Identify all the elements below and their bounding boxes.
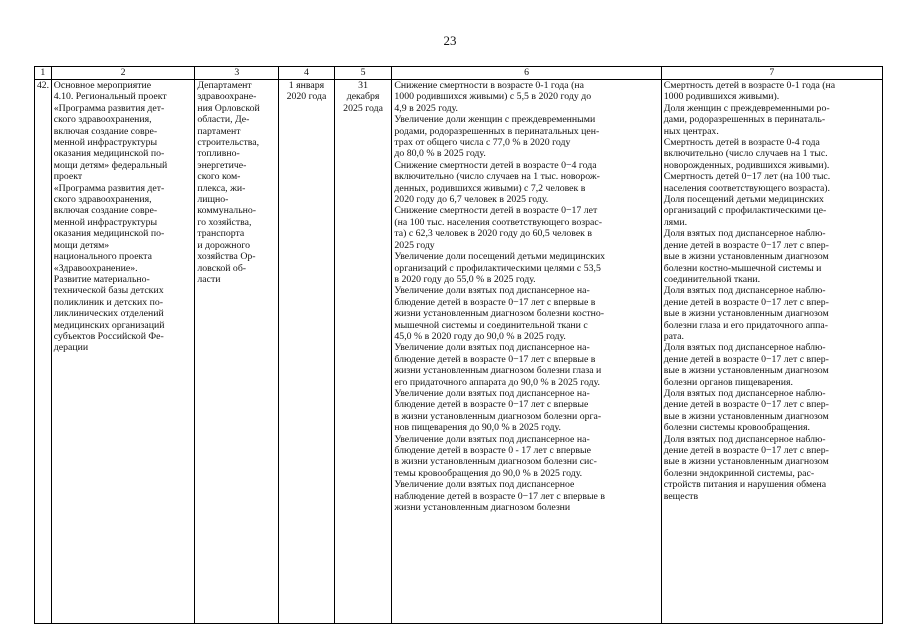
table-row (35, 80, 883, 624)
indicators-text (664, 80, 880, 502)
text-line: Увеличение доли женщин с преждевременными (394, 114, 596, 126)
text-line: лями. (663, 216, 688, 228)
text-line: и дорожного (197, 239, 251, 251)
text-line: трах от общего числа с 77,0 % в 2020 году (394, 137, 571, 149)
page-number: 23 (443, 33, 457, 48)
text-line: субъектов Российской Фе- (53, 330, 164, 342)
text-line: 1000 родившихся живыми) с 5,5 в 2020 году до (394, 91, 592, 103)
text-line: болезни глаза и его придаточного аппа- (663, 319, 829, 331)
text-line: Снижение смертности детей в возрасте 0−17 лет (394, 205, 598, 217)
text-line: та) с 62,3 человек в 2020 году до 60,5 человек в (394, 228, 593, 240)
start-date-cell (279, 80, 335, 624)
event-cell (51, 80, 195, 624)
text-line: транспорта (197, 228, 245, 240)
text-line: родами, родоразрешенных в перинатальных цен- (394, 125, 600, 137)
measures-table (34, 66, 883, 624)
text-line: включительно (число случаев на 1 тыс. (663, 148, 828, 160)
text-line: Увеличение доли взятых под диспансерное (394, 479, 575, 491)
text-line: денных, родившихся живыми) с 7,2 человек в (394, 182, 586, 194)
text-line: ласти (197, 273, 221, 285)
column-number-6: 6 (392, 67, 661, 80)
text-line: топливно- (197, 148, 240, 160)
text-line: 2020 года (286, 91, 327, 103)
text-line: веществ (663, 490, 699, 502)
text-line: Развитие материально- (53, 273, 150, 285)
text-line: темы кровообращения до 90,0 % в 2025 году. (394, 467, 583, 479)
text-line: новорожденных, родившихся живыми). (663, 159, 830, 171)
text-line: включительно (число случаев на 1 тыс. новорож- (394, 171, 600, 183)
text-line: в жизни установленным диагнозом болезни орга- (394, 410, 602, 422)
text-line: «Программа развития дет- (53, 182, 165, 194)
text-line: партамент (197, 125, 241, 137)
text-line: ловской об- (197, 262, 247, 274)
text-line: Доля взятых под диспансерное наблю- (663, 228, 826, 240)
text-line: дение детей в возрасте 0−17 лет с впер- (663, 239, 829, 251)
indicators-cell (661, 80, 882, 624)
end-date-cell (334, 80, 392, 624)
text-line: дение детей в возрасте 0−17 лет с впер- (663, 445, 829, 456)
text-line: Смертность детей в возрасте 0-4 года (663, 137, 820, 149)
text-line: мощи детям» (53, 239, 110, 251)
text-line: «Здравоохранение». (53, 262, 138, 274)
text-line: 4.10. Региональный проект (53, 91, 167, 103)
column-number-2: 2 (51, 67, 195, 80)
column-number-row (35, 67, 883, 80)
text-line: Основное мероприятие (53, 80, 152, 91)
text-line: технической базы детских (53, 285, 164, 297)
text-line: декабря (346, 91, 380, 103)
text-line: дами, родоразрешенных в перинаталь- (663, 114, 826, 126)
text-line: национального проекта (53, 251, 152, 263)
text-line: хозяйства Ор- (197, 251, 256, 263)
text-line: Увеличение доли взятых под диспансерное на- (394, 342, 590, 354)
text-line: 1000 родившихся живыми). (663, 91, 780, 103)
text-line: энергетиче- (197, 159, 247, 171)
text-line: жизни установленным диагнозом болезни костно- (394, 308, 605, 320)
text-line: организаций с профилактическими це- (663, 205, 827, 217)
text-line: населения соответствующего возраста). (663, 182, 831, 194)
text-line: 1 января (288, 80, 325, 91)
text-line: 45,0 % в 2020 году до 90,0 % в 2025 году. (394, 330, 566, 342)
text-line: мощи детям» федеральный (53, 159, 168, 171)
column-number-4: 4 (279, 67, 335, 80)
text-line: 2020 году до 6,7 человек в 2025 году. (394, 194, 549, 206)
text-line: Доля посещений детьми медицинских (663, 194, 824, 206)
text-line: мышечной системы и соединительной ткани с (394, 319, 588, 331)
results-cell (392, 80, 661, 624)
text-line: Доля взятых под диспансерное наблю- (663, 285, 826, 297)
text-line: рата. (663, 330, 684, 342)
text-line: блюдение детей в возрасте 0−17 лет с впервые в (394, 353, 596, 365)
text-line: ния Орловской (197, 102, 260, 114)
text-line: поликлиник и детских по- (53, 296, 164, 308)
text-line: Увеличение доли посещений детьми медицинских (394, 251, 606, 263)
text-line: Доля женщин с преждевременными ро- (663, 102, 830, 114)
text-line: жизни установленным диагнозом болезни (394, 502, 571, 514)
executor-cell (195, 80, 279, 624)
column-number-1: 1 (35, 67, 52, 80)
text-line: ликлинических отделений (53, 308, 164, 320)
text-line: Снижение смертности детей в возрасте 0−4 года (394, 159, 597, 171)
text-line: «Программа развития дет- (53, 102, 165, 114)
text-line: дение детей в возрасте 0−17 лет с впер- (663, 296, 829, 308)
text-line: медицинских организаций (53, 319, 165, 331)
text-line: Департамент (197, 80, 252, 91)
text-line: коммунально- (197, 205, 257, 217)
text-line: блюдение детей в возрасте 0−17 лет с впервые (394, 399, 589, 411)
text-line: ского ком- (197, 171, 241, 183)
text-line: (на 100 тыс. населения соответствующего возрас- (394, 216, 602, 228)
text-line: болезни органов пищеварения. (663, 376, 793, 388)
text-line: жизни установленным диагнозом болезни глаза и (394, 365, 602, 377)
text-line: 4,9 в 2025 году. (394, 102, 458, 114)
text-line: Смертность детей в возрасте 0-1 года (на (663, 80, 836, 91)
text-line: ского здравоохранения, (53, 194, 152, 206)
text-line: включая создание совре- (53, 125, 158, 137)
text-line: лищно- (197, 194, 229, 206)
text-line: проект (53, 171, 83, 183)
text-line: Доля взятых под диспансерное наблю- (663, 433, 826, 445)
text-line: блюдение детей в возрасте 0−17 лет с впервые в (394, 296, 596, 308)
text-line: плекса, жи- (197, 182, 246, 194)
text-line: блюдение детей в возрасте 0 - 17 лет с впервые (394, 445, 591, 456)
text-line: его придаточного аппарата до 90,0 % в 2025 году. (394, 376, 600, 388)
text-line: Доля взятых под диспансерное наблю- (663, 387, 826, 399)
text-line: вые в жизни установленным диагнозом (663, 410, 829, 422)
text-line: в 2020 году до 55,0 % в 2025 году. (394, 273, 536, 285)
text-line: здравоохране- (197, 91, 257, 103)
text-line: строительства, (197, 137, 260, 149)
start-date-text (281, 80, 332, 103)
text-line: болезни системы кровообращения. (663, 422, 810, 434)
text-line: Смертность детей 0−17 лет (на 100 тыс. (663, 171, 831, 183)
text-line: организаций с профилактическими целями с 53,5 (394, 262, 601, 274)
row-number: 42. (35, 80, 52, 624)
event-text (54, 80, 193, 354)
text-line: 2025 году (394, 239, 435, 251)
text-line: оказания медицинской по- (53, 148, 165, 160)
text-line: ных центрах. (663, 125, 719, 137)
text-line: дерации (53, 342, 89, 354)
text-line: до 80,0 % в 2025 году. (394, 148, 486, 160)
text-line: области, Де- (197, 114, 250, 126)
text-line: 31 (358, 80, 368, 91)
text-line: вые в жизни установленным диагнозом (663, 251, 829, 263)
text-line: менной инфраструктуры (53, 137, 158, 149)
text-line: дение детей в возрасте 0−17 лет с впер- (663, 399, 829, 411)
text-line: оказания медицинской по- (53, 228, 165, 240)
text-line: включая создание совре- (53, 205, 158, 217)
text-line: стройств питания и нарушения обмена (663, 479, 827, 491)
text-line: в жизни установленным диагнозом болезни сис- (394, 456, 597, 468)
executor-text (197, 80, 276, 285)
text-line: Снижение смертности в возрасте 0-1 года (на (394, 80, 584, 91)
text-line: болезни костно-мышечной системы и (663, 262, 822, 274)
text-line: Доля взятых под диспансерное наблю- (663, 342, 826, 354)
text-line: вые в жизни установленным диагнозом (663, 456, 829, 468)
end-date-text (337, 80, 390, 114)
text-line: го хозяйства, (197, 216, 252, 228)
text-line: дение детей в возрасте 0−17 лет с впер- (663, 353, 829, 365)
text-line: наблюдение детей в возрасте 0−17 лет с впервые в (394, 490, 605, 502)
column-number-5: 5 (334, 67, 392, 80)
text-line: вые в жизни установленным диагнозом (663, 308, 829, 320)
text-line: Увеличение доли взятых под диспансерное на- (394, 433, 590, 445)
text-line: болезни эндокринной системы, рас- (663, 467, 815, 479)
text-line: менной инфраструктуры (53, 216, 158, 228)
text-line: Увеличение доли взятых под диспансерное на- (394, 285, 590, 297)
column-number-7: 7 (661, 67, 882, 80)
text-line: ского здравоохранения, (53, 114, 152, 126)
text-line: нов пищеварения до 90,0 % в 2025 году. (394, 422, 561, 434)
text-line: 2025 года (343, 102, 383, 114)
column-number-3: 3 (195, 67, 279, 80)
text-line: Увеличение доли взятых под диспансерное на- (394, 387, 590, 399)
text-line: вые в жизни установленным диагнозом (663, 365, 829, 377)
text-line: соединительной ткани. (663, 273, 761, 285)
results-text (394, 80, 658, 513)
